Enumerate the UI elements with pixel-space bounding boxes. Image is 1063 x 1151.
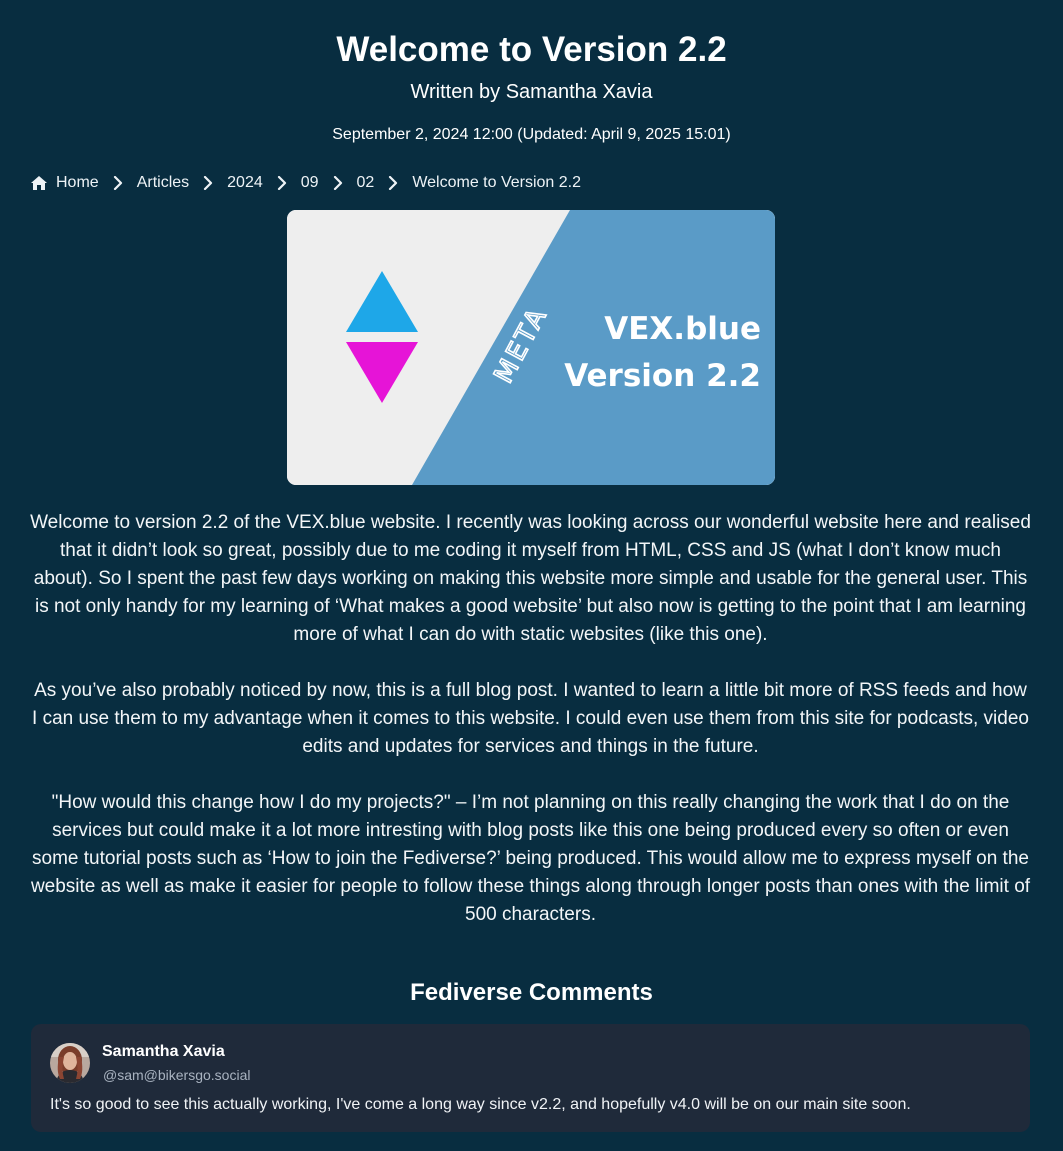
- breadcrumb-articles[interactable]: Articles: [136, 174, 190, 191]
- article-paragraph: Welcome to version 2.2 of the VEX.blue website. I recently was looking across our wonderful website here and realised that it didn’t look so great, possibly due to me coding it myself from HTML, CSS and JS (what I don’t know much about). So I spent the past few days working on making this website more simple and usable for the general user. This is not only handy for my learning of ‘What makes a good website’ but also now is getting to the point that I am learning more of what I can do with static websites (like this one).: [30, 512, 1031, 645]
- author-byline: Written by Samantha Xavia: [410, 81, 653, 103]
- comment-author[interactable]: Samantha Xavia: [102, 1043, 225, 1060]
- page-title: Welcome to Version 2.2: [336, 30, 727, 69]
- chevron-right-icon: [333, 176, 343, 190]
- breadcrumb-month[interactable]: 09: [300, 174, 319, 191]
- article-paragraph: "How would this change how I do my projects?" – I’m not planning on this really changing the work that I do on the services but could make it a lot more intresting with blog posts like this one being produced every so often or even some tutorial posts such as ‘How to join the Fediverse?’ being produced. This would allow me to express myself on the website as well as make it easier for people to follow these things along through longer posts than ones with the limit of 500 characters.: [30, 792, 1031, 925]
- avatar-image: [50, 1043, 90, 1083]
- breadcrumb: [30, 172, 581, 194]
- comment-handle[interactable]: @sam@bikersgo.social: [103, 1067, 251, 1083]
- chevron-right-icon: [388, 176, 398, 190]
- article-paragraph: As you’ve also probably noticed by now, this is a full blog post. I wanted to learn a little bit more of RSS feeds and how I can use them to my advantage when it comes to this website. I could even use them from this site for podcasts, video edits and updates for services and things in the future.: [32, 680, 1029, 757]
- hero-meta-label: META: [488, 301, 554, 389]
- article-body: [30, 509, 1031, 957]
- hero-brand-line: VEX.blue: [604, 311, 761, 347]
- home-icon: [30, 174, 48, 192]
- breadcrumb-year[interactable]: 2024: [227, 174, 263, 191]
- chevron-right-icon: [203, 176, 213, 190]
- hero-version-line: Version 2.2: [564, 358, 761, 394]
- comments-heading: Fediverse Comments: [410, 979, 653, 1006]
- breadcrumb-home[interactable]: Home: [56, 174, 99, 191]
- breadcrumb-day[interactable]: 02: [356, 174, 375, 191]
- comment-text: It's so good to see this actually working, I've come a long way since v2.2, and hopefully v4.0 will be on our main site soon.: [50, 1096, 911, 1113]
- breadcrumb-current: Welcome to Version 2.2: [412, 174, 582, 191]
- avatar[interactable]: [50, 1043, 90, 1083]
- comment-card: [31, 1024, 1030, 1132]
- hero-image: [287, 210, 775, 485]
- chevron-right-icon: [277, 176, 287, 190]
- chevron-right-icon: [113, 176, 123, 190]
- hero-graphic: [287, 210, 775, 485]
- post-dates: September 2, 2024 12:00 (Updated: April 9, 2025 15:01): [332, 126, 731, 143]
